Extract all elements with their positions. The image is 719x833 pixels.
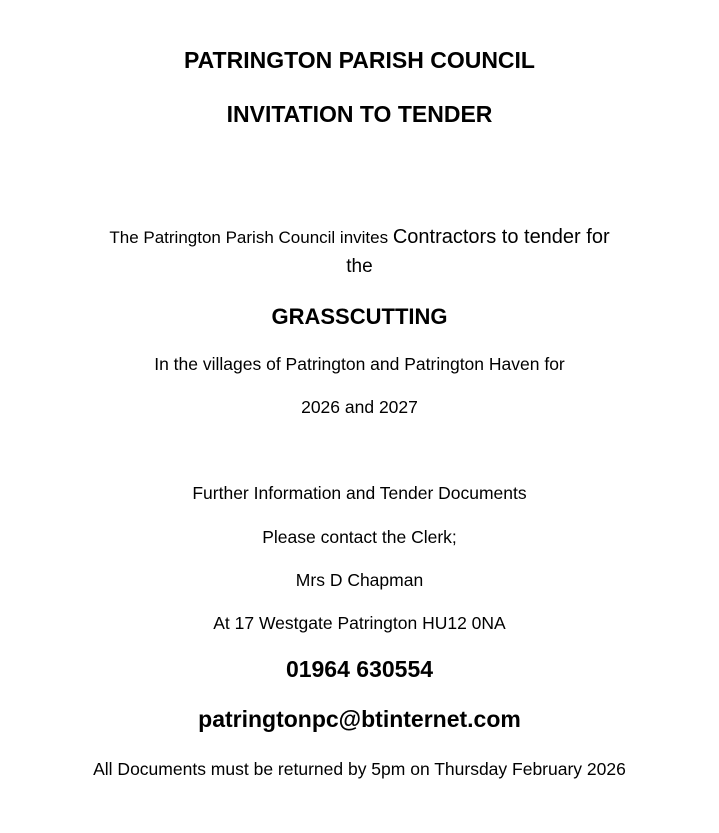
council-name-heading: PATRINGTON PARISH COUNCIL	[184, 47, 535, 73]
phone-number-text: 01964 630554	[285, 656, 434, 682]
clerk-address-text: At 17 Westgate Patrington HU12 0NA	[213, 613, 506, 633]
years-text: 2026 and 2027	[301, 397, 418, 417]
clerk-name-text: Mrs D Chapman	[295, 570, 424, 590]
intro-continuation-text: the	[346, 256, 373, 277]
notice-title-heading: INVITATION TO TENDER	[226, 101, 493, 127]
deadline-text: All Documents must be returned by 5pm on Thursday February 2026	[93, 759, 626, 779]
email-address-text: patringtonpc@btinternet.com	[198, 706, 521, 732]
service-heading: GRASSCUTTING	[271, 304, 448, 329]
contact-instruction-text: Please contact the Clerk;	[262, 527, 457, 547]
intro-line	[0, 225, 719, 249]
villages-text: In the villages of Patrington and Patrington Haven for	[154, 354, 565, 374]
intro-lead-large-text: Contractors to tender for	[392, 226, 610, 248]
intro-lead-text: The Patrington Parish Council invites	[109, 228, 393, 247]
further-info-text: Further Information and Tender Documents	[192, 483, 527, 503]
